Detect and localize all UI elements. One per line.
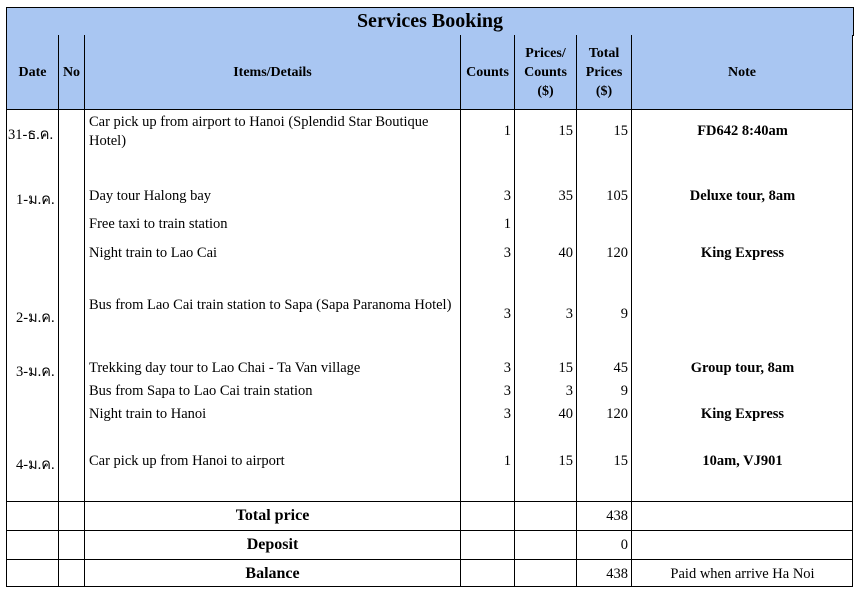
total-price-label: Total price	[235, 507, 310, 524]
row-price: 3	[565, 383, 573, 399]
balance-value: 438	[606, 566, 628, 582]
row-counts: 3	[503, 406, 511, 422]
row-total: 105	[606, 188, 628, 204]
row-price: 3	[565, 306, 573, 322]
row-item: Bus from Sapa to Lao Cai train station	[89, 383, 313, 399]
row-counts: 1	[503, 453, 511, 469]
grid-line	[84, 35, 85, 587]
row-item: Car pick up from Hanoi to airport	[89, 453, 285, 469]
row-counts: 3	[503, 245, 511, 261]
row-counts: 3	[503, 188, 511, 204]
row-counts: 1	[503, 216, 511, 232]
row-item: Car pick up from airport to Hanoi (Splendid Star Boutique Hotel)	[89, 114, 429, 149]
header-price-per-count: Prices/ Counts ($)	[515, 35, 577, 110]
row-counts: 3	[503, 383, 511, 399]
row-price: 15	[558, 123, 573, 139]
row-item: Night train to Hanoi	[89, 406, 207, 422]
row-note: King Express	[700, 406, 785, 422]
row-note: Group tour, 8am	[690, 360, 795, 376]
row-price: 35	[558, 188, 573, 204]
row-counts: 1	[503, 123, 511, 139]
row-item: Free taxi to train station	[89, 216, 228, 232]
row-total: 15	[613, 123, 628, 139]
header-total-prices: Total Prices ($)	[577, 35, 632, 110]
grid-line	[6, 586, 853, 587]
row-date: 4-ม.ค.	[16, 457, 55, 473]
row-note: FD642 8:40am	[697, 123, 788, 139]
row-date: 2-ม.ค.	[16, 310, 55, 326]
row-total: 9	[620, 383, 628, 399]
row-price: 40	[558, 245, 573, 261]
header-items: Items/Details	[85, 35, 461, 110]
row-price: 40	[558, 406, 573, 422]
row-date: 3-ม.ค.	[16, 364, 55, 380]
row-total: 120	[606, 245, 628, 261]
balance-note: Paid when arrive Ha Noi	[670, 566, 815, 582]
grid-line	[6, 501, 853, 502]
total-price-value: 438	[606, 508, 628, 524]
row-item: Trekking day tour to Lao Chai - Ta Van village	[89, 360, 361, 376]
grid-line	[852, 35, 853, 587]
grid-line	[6, 35, 7, 587]
header-no: No	[59, 35, 85, 110]
row-note: Deluxe tour, 8am	[689, 188, 796, 204]
row-total: 120	[606, 406, 628, 422]
row-counts: 3	[503, 360, 511, 376]
row-note: King Express	[700, 245, 785, 261]
row-total: 15	[613, 453, 628, 469]
balance-label: Balance	[245, 565, 300, 582]
deposit-label: Deposit	[246, 536, 299, 553]
sheet-title: Services Booking	[6, 7, 854, 36]
grid-line	[6, 530, 853, 531]
row-item: Bus from Lao Cai train station to Sapa (Sapa Paranoma Hotel)	[89, 297, 452, 313]
header-note: Note	[632, 35, 853, 110]
row-total: 9	[620, 306, 628, 322]
services-booking-sheet	[6, 7, 854, 587]
row-price: 15	[558, 453, 573, 469]
grid-line	[6, 559, 853, 560]
row-date: 31-ธ.ค.	[8, 127, 54, 143]
row-item: Day tour Halong bay	[89, 188, 212, 204]
grid-line	[631, 35, 632, 587]
grid-line	[58, 35, 59, 587]
header-counts: Counts	[461, 35, 515, 110]
row-counts: 3	[503, 306, 511, 322]
row-item: Night train to Lao Cai	[89, 245, 218, 261]
header-date: Date	[6, 35, 59, 110]
row-note: 10am, VJ901	[702, 453, 783, 469]
deposit-value: 0	[620, 537, 628, 553]
row-date: 1-ม.ค.	[16, 192, 55, 208]
row-total: 45	[613, 360, 628, 376]
row-price: 15	[558, 360, 573, 376]
